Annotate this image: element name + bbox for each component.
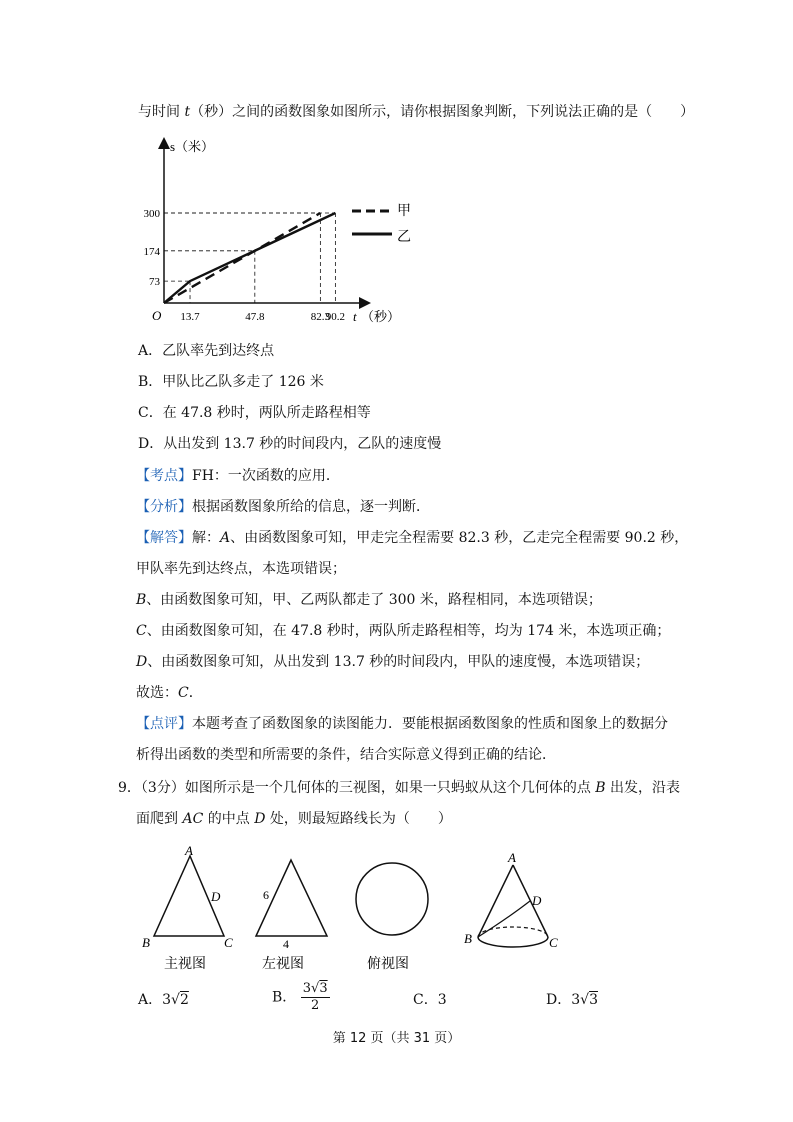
q8-jieda-3: B、由函数图象可知，甲、乙两队都走了 300 米，路程相同，本选项错误； [136,592,602,608]
front-label-b: B [142,935,150,950]
legend-jia-label: 甲 [397,204,411,219]
page-footer: 第 12 页（共 31 页） [332,1031,461,1046]
x-tick-label: 82.3 [310,311,330,323]
q8-option-c: C．在 47.8 秒时，两队所走路程相等 [138,405,371,421]
front-label-d: D [211,889,221,904]
origin-label: O [152,308,162,323]
q8-option-b: B．甲队比乙队多走了 126 米 [138,374,324,390]
caption-top-view: 俯视图 [367,957,409,972]
q8-intro: 与时间 t（秒）之间的函数图象如图所示，请你根据图象判断，下列说法正确的是（ ） [138,104,695,120]
y-tick-label: 300 [143,208,160,220]
front-label-a: A [185,843,193,858]
cone-shortest-path [478,901,530,937]
y-axis-label: s（米） [170,139,215,154]
three-view-figures [130,840,580,980]
distance-time-chart [140,130,440,330]
front-label-c: C [224,935,233,950]
side-label-four: 4 [283,937,289,951]
y-tick-label: 174 [143,245,160,258]
cone-base-front [478,937,548,947]
q9-option-b: B． $\frac{3√3}{2}$ [272,981,328,1013]
q8-fenxi: 【分析】根据函数图象所给的信息，逐一判断． [136,499,430,515]
caption-front-view: 主视图 [164,957,206,972]
q8-jieda-1: 【解答】解：A、由函数图象可知，甲走完全程需要 82.3 秒，乙走完全程需要 90.2 秒， [136,530,689,546]
q9-option-c: C．3 [413,992,447,1008]
q9-option-d: D．3√3 [546,992,598,1008]
q9-stem-1: 9．（3分）如图所示是一个几何体的三视图，如果一只蚂蚁从这个几何体的点 B 出发，沿表 [118,780,681,796]
q8-jieda-5: D、由函数图象可知，从出发到 13.7 秒的时间段内，甲队的速度慢，本选项错误； [136,654,650,670]
series-line-jia [164,213,320,303]
x-axis-var: t [353,309,357,324]
q8-dianping-1: 【点评】本题考查了函数图象的读图能力．要能根据函数图象的性质和图象上的数据分 [136,716,668,732]
y-tick-label: 73 [149,276,160,289]
q8-kaodian: 【考点】FH：一次函数的应用． [136,468,340,484]
cone-label-d: D [532,893,542,908]
side-label-six: 6 [263,888,269,902]
q8-option-a: A．乙队率先到达终点 [138,343,275,359]
q9-option-b-fraction: $\frac{3√3}{2}$ [302,981,328,1013]
q9-option-a: A．3√2 [138,992,189,1008]
x-axis-unit: （秒） [361,309,401,324]
q8-option-d: D．从出发到 13.7 秒的时间段内，乙队的速度慢 [138,436,442,452]
q8-dianping-2: 析得出函数的类型和所需要的条件，结合实际意义得到正确的结论． [136,747,556,763]
legend-yi-label: 乙 [397,230,411,245]
caption-side-view: 左视图 [262,957,304,972]
x-tick-label: 47.8 [245,311,265,323]
x-tick-label: 90.2 [325,311,346,323]
cone-label-b: B [464,931,472,946]
cone-edge-right [513,865,548,937]
cone-label-c: C [549,935,558,950]
q9-stem-2: 面爬到 AC 的中点 D 处，则最短路线长为（ ） [136,811,452,827]
cone-label-a: A [508,850,516,865]
cone-base-back [478,927,548,937]
q8-jieda-4: C、由函数图象可知，在 47.8 秒时，两队所走路程相等，均为 174 米，本选项正确； [136,623,671,639]
x-tick-label: 13.7 [180,311,200,323]
q8-jieda-2: 甲队率先到达终点，本选项错误； [136,561,346,577]
q8-jieda-6: 故选：C． [136,685,203,701]
top-view-circle [356,863,428,935]
